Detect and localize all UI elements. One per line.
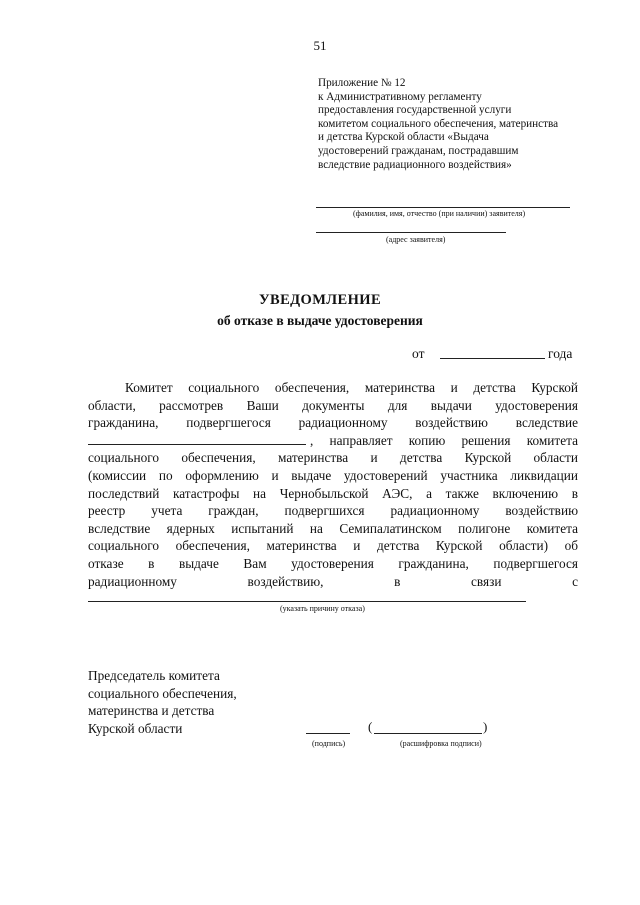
reason-caption: (указать причину отказа) <box>280 604 365 613</box>
chairman-block <box>88 667 237 737</box>
document-title: УВЕДОМЛЕНИЕ <box>258 292 382 308</box>
signature-line <box>306 733 350 734</box>
decoding-line <box>374 733 482 734</box>
chairman-line: материнства и детства <box>88 703 215 719</box>
appendix-line: и детства Курской области «Выдача <box>318 131 489 144</box>
body-line-with-blank <box>88 432 578 450</box>
reason-blank-inline <box>88 433 306 445</box>
date-suffix: года <box>548 346 573 361</box>
appendix-line: комитетом социального обеспечения, материнства <box>318 117 559 130</box>
date-prefix: от <box>412 346 425 361</box>
body-line: радиационному воздействию, в связи с <box>88 573 578 589</box>
applicant-address-caption: (адрес заявителя) <box>386 235 446 244</box>
page-number: 51 <box>313 38 327 53</box>
appendix-line: к Административному регламенту <box>318 90 482 103</box>
signature-caption: (подпись) <box>312 739 346 748</box>
appendix-line: удостоверений гражданам, пострадавшим <box>318 144 519 157</box>
body-line: социального обеспечения, материнства и детства Курской области <box>88 450 578 466</box>
body-line: области, рассмотрев Ваши документы для выдачи удостоверения <box>88 397 578 413</box>
document-subtitle: об отказе в выдаче удостоверения <box>217 313 423 328</box>
body-line: реестр учета граждан, подвергшихся радиационному воздействию <box>88 503 578 519</box>
date-blank-line <box>440 358 545 359</box>
body-line: гражданина, подвергшегося радиационному воздействию вследствие <box>88 415 578 431</box>
body-line-text: , направляет копию решения комитета <box>310 432 578 448</box>
applicant-address-line <box>316 232 506 233</box>
body-line: Комитет социального обеспечения, материнства и детства Курской <box>125 380 578 395</box>
body-line: последствий катастрофы на Чернобыльской АЭС, а также включению в <box>88 485 578 501</box>
chairman-line: Курской области <box>88 720 183 736</box>
appendix-line: Приложение № 12 <box>318 77 406 89</box>
appendix-line: предоставления государственной услуги <box>318 104 512 117</box>
body-line: (комиссии по оформлению и выдаче удостоверений участника ликвидации <box>88 467 578 483</box>
open-paren: ( <box>368 719 373 734</box>
chairman-line: Председатель комитета <box>88 668 220 683</box>
body-line: отказе в выдаче Вам удостоверения гражданина, подвергшегося <box>88 555 578 571</box>
chairman-line: социального обеспечения, <box>88 685 237 701</box>
applicant-name-line <box>316 207 570 208</box>
appendix-line: вследствие радиационного воздействия» <box>318 158 512 171</box>
decoding-caption: (расшифровка подписи) <box>400 739 482 748</box>
body-line: социального обеспечения, материнства и детства Курской области) об <box>88 538 578 554</box>
reason-line <box>88 601 526 602</box>
close-paren: ) <box>483 719 488 734</box>
applicant-name-caption: (фамилия, имя, отчество (при наличии) заявителя) <box>353 209 526 218</box>
appendix-header <box>318 77 618 172</box>
notice-body <box>88 379 578 590</box>
body-line: вследствие ядерных испытаний на Семипалатинском полигоне комитета <box>88 520 578 536</box>
